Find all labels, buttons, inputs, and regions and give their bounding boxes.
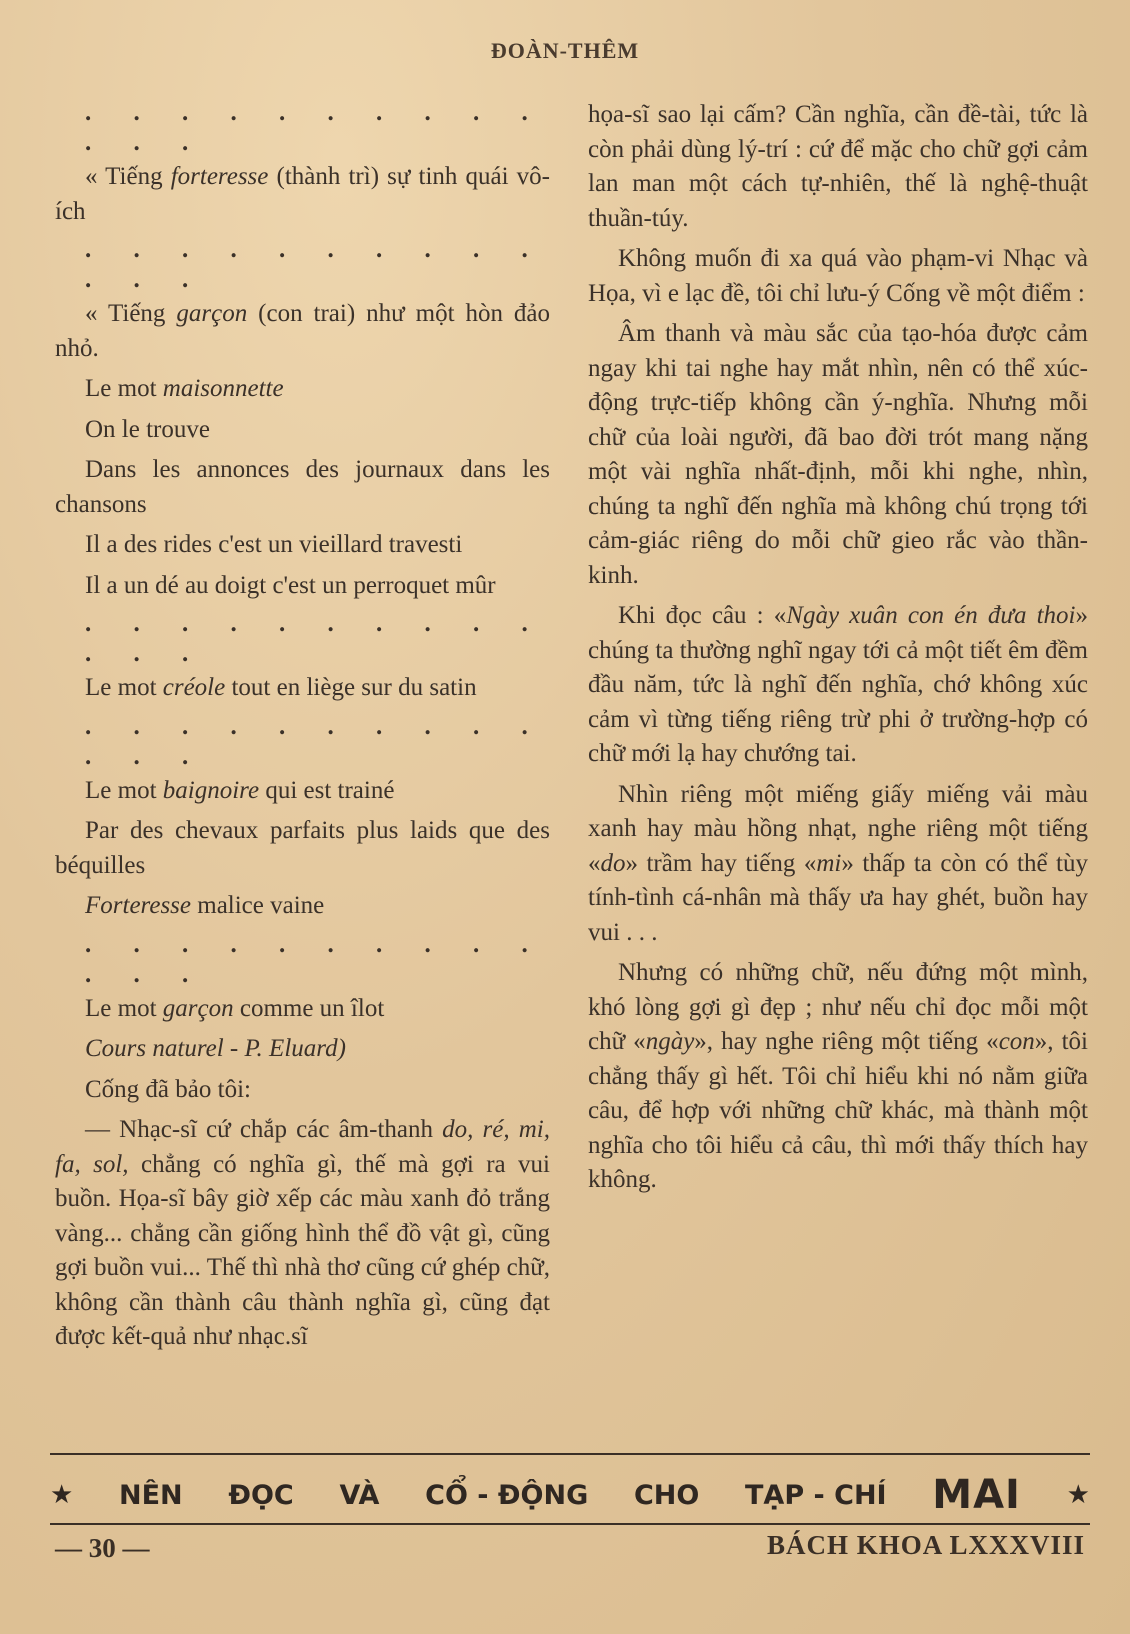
paragraph: — Nhạc-sĩ cứ chắp các âm-thanh do, ré, mi, fa, sol, chẳng có nghĩa gì, thế mà gợi ra vui buồn. Họa-sĩ bây giờ xếp các màu xanh đỏ trắng vàng... chẳng cần giống hình thể đồ vật gì, cũng gợi buồn vui... Thế thì nhà thơ cũng cứ ghép chữ, không cần thành câu thành nghĩa gì, cũng đạt được kết-quả như nhạc.sĩ (55, 1116, 550, 1350)
verse-line: Par des chevaux parfaits plus laids que des béquilles (55, 817, 550, 879)
banner-word: TẠP - CHÍ (745, 1479, 887, 1511)
verse-line: On le trouve (85, 415, 210, 443)
left-column (55, 98, 550, 1440)
paragraph: « Tiếng forteresse (thành trì) sự tinh quái vô-ích (55, 163, 550, 225)
ellipsis-row: . . . . . . . . . . . . . (85, 610, 546, 667)
verse-line: Cống đã bảo tôi: (85, 1075, 251, 1103)
paragraph: họa-sĩ sao lại cấm? Cần nghĩa, cần đề-tài, tức là còn phải dùng lý-trí : cứ để mặc cho chữ gợi cảm lan man một cách tự-nhiên, thế là nghệ-thuật thuần-túy. (588, 101, 1088, 232)
ellipsis-row: . . . . . . . . . . . . . (85, 236, 546, 293)
banner-word: VÀ (339, 1479, 380, 1511)
verse-line: Cours naturel - P. Eluard) (85, 1035, 346, 1062)
ellipsis-row: . . . . . . . . . . . . . (85, 930, 546, 988)
bottom-divider (50, 1523, 1090, 1525)
page-number: — 30 — (55, 1533, 150, 1563)
right-column (588, 98, 1088, 1440)
banner-word: CHO (633, 1479, 700, 1511)
paragraph: « Tiếng garçon (con trai) như một hòn đảo nhỏ. (55, 300, 550, 362)
magazine-name: MAI (932, 1472, 1021, 1518)
verse-line: Dans les annonces des journaux dans les chansons (55, 456, 550, 518)
banner-word: NÊN (119, 1479, 183, 1511)
ellipsis-row: . . . . . . . . . . . . . (85, 99, 546, 156)
verse-line: Le mot garçon comme un îlot (85, 994, 385, 1022)
paragraph: Âm thanh và màu sắc của tạo-hóa được cảm ngay khi tai nghe hay mắt nhìn, nên có thể xúc-động trực-tiếp không cần ý-nghĩa. Nhưng mỗi chữ của loài người, đã bao đời trót mang nặng một vài nghĩa nhất-định, mỗi khi nghe, nhìn, chúng ta nghĩ đến nghĩa mà không chú trọng tới cảm-giác riêng do mỗi chữ gieo rắc vào thần-kinh. (588, 320, 1088, 589)
verse-line: Le mot maisonnette (85, 375, 284, 402)
verse-line: Forteresse malice vaine (85, 892, 325, 919)
paragraph: Không muốn đi xa quá vào phạm-vi Nhạc và Họa, vì e lạc đề, tôi chỉ lưu-ý Cống về một điểm : (588, 245, 1088, 307)
paragraph: Nhìn riêng một miếng giấy miếng vải màu xanh hay màu hồng nhạt, nghe riêng một tiếng «do» trầm hay tiếng «mi» thấp ta còn có thể tùy tính-tình cá-nhân mà thấy ưa hay ghét, buồn hay vui . . . (588, 780, 1088, 946)
paragraph: Nhưng có những chữ, nếu đứng một mình, khó lòng gợi gì đẹp ; như nếu chỉ đọc mỗi một chữ «ngày», hay nghe riêng một tiếng «con», tôi chẳng thấy gì hết. Tôi chỉ hiểu khi nó nằm giữa câu, để hợp với những chữ khác, mà thành một nghĩa cho tôi hiểu cả câu, thì mới thấy thích hay không. (588, 959, 1088, 1193)
top-divider (50, 1453, 1090, 1455)
verse-line: Il a des rides c'est un vieillard travesti (85, 531, 463, 558)
star-icon: ★ (50, 1480, 74, 1510)
star-icon: ★ (1066, 1480, 1090, 1510)
issue-label: BÁCH KHOA LXXXVIII (766, 1530, 1085, 1560)
paragraph: Khi đọc câu : «Ngày xuân con én đưa thoi» chúng ta thường nghĩ ngay tới cả một tiết êm đềm đầu năm, tức là nghĩ đến nghĩa, chớ không xúc cảm vì từng tiếng riêng trừ phi ở trường-hợp có chữ mới lạ hay chướng tai. (588, 602, 1088, 767)
banner-word: ĐỌC (228, 1479, 294, 1511)
running-header: ĐOÀN-THÊM (490, 38, 640, 63)
verse-line: Le mot baignoire qui est trainé (85, 776, 395, 804)
verse-line: Le mot créole tout en liège sur du satin (85, 674, 477, 701)
promo-banner (50, 1470, 1090, 1520)
banner-word: CỔ - ĐỘNG (425, 1479, 589, 1511)
verse-line: Il a un dé au doigt c'est un perroquet mûr (85, 571, 496, 599)
ellipsis-row: . . . . . . . . . . . . . (85, 712, 546, 770)
